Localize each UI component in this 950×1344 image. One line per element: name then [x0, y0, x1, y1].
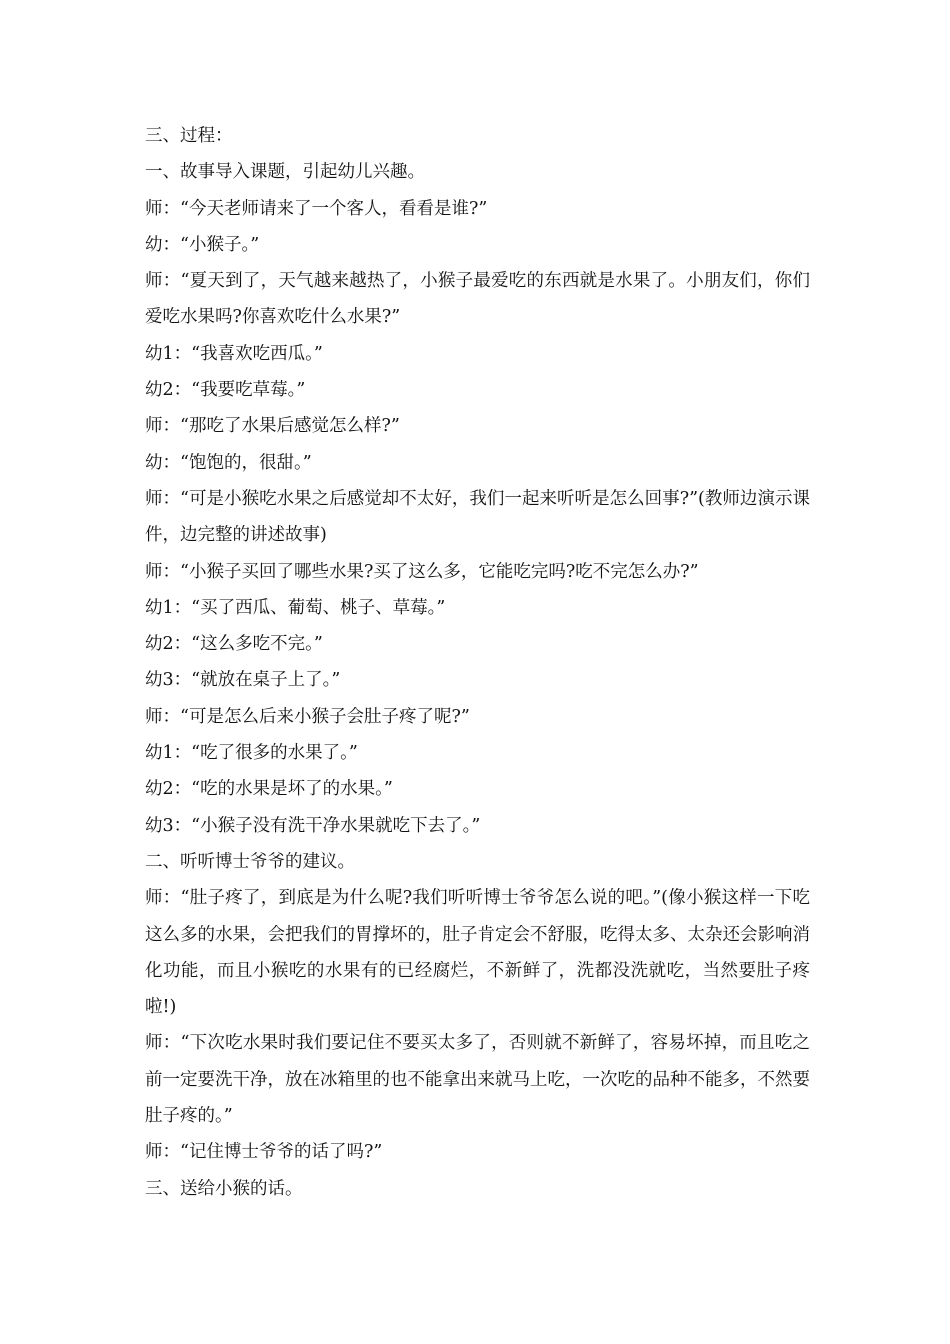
- section-heading-process: 三、过程：: [145, 126, 233, 146]
- dialogue-line: 幼2：“我要吃草莓。”: [145, 380, 306, 401]
- dialogue-line: 师：“肚子疼了，到底是为什么呢?我们听听博士爷爷怎么说的吧。”(像小猴这样一下吃这么多的水果，会把我们的胃撑坏的，肚子肯定会不舒服，吃得太多、太杂还会影响消化功能，而且小猴吃的水果有的已经腐烂，不新鲜了，洗都没洗就吃，当然要肚子疼啦!): [145, 888, 810, 1018]
- document-body: [145, 118, 810, 1207]
- dialogue-line: 师：“下次吃水果时我们要记住不要买太多了，否则就不新鲜了，容易坏掉，而且吃之前一定要洗干净，放在冰箱里的也不能拿出来就马上吃，一次吃的品种不能多，不然要肚子疼的。”: [145, 1033, 810, 1127]
- dialogue-line: 幼3：“就放在桌子上了。”: [145, 670, 341, 691]
- dialogue-line: 幼：“饱饱的，很甜。”: [145, 452, 312, 473]
- section-heading-story-intro: 一、故事导入课题，引起幼儿兴趣。: [145, 162, 425, 183]
- dialogue-line: 师：“小猴子买回了哪些水果?买了这么多，它能吃完吗?吃不完怎么办?”: [145, 561, 699, 582]
- dialogue-line: 幼1：“我喜欢吃西瓜。”: [145, 343, 323, 364]
- dialogue-line: 师：“今天老师请来了一个客人，看看是谁?”: [145, 198, 488, 219]
- dialogue-line: 师：“夏天到了，天气越来越热了，小猴子最爱吃的东西就是水果了。小朋友们，你们爱吃水果吗?你喜欢吃什么水果?”: [145, 271, 810, 328]
- dialogue-line: 师：“可是小猴吃水果之后感觉却不太好，我们一起来听听是怎么回事?”(教师边演示课件，边完整的讲述故事): [145, 488, 810, 546]
- dialogue-line: 幼1：“吃了很多的水果了。”: [145, 743, 358, 764]
- dialogue-line: 师：“记住博士爷爷的话了吗?”: [145, 1142, 383, 1163]
- dialogue-line: 幼1：“买了西瓜、葡萄、桃子、草莓。”: [145, 597, 446, 618]
- dialogue-line: 幼2：“吃的水果是坏了的水果。”: [145, 779, 393, 800]
- dialogue-line: 幼：“小猴子。”: [145, 234, 260, 255]
- dialogue-line: 师：“那吃了水果后感觉怎么样?”: [145, 416, 400, 437]
- section-heading-doctor-advice: 二、听听博士爷爷的建议。: [145, 851, 355, 872]
- dialogue-line: 师：“可是怎么后来小猴子会肚子疼了呢?”: [145, 706, 470, 727]
- dialogue-line: 幼2：“这么多吃不完。”: [145, 634, 323, 655]
- section-heading-words-to-monkey: 三、送给小猴的话。: [145, 1178, 303, 1199]
- dialogue-line: 幼3：“小猴子没有洗干净水果就吃下去了。”: [145, 815, 481, 836]
